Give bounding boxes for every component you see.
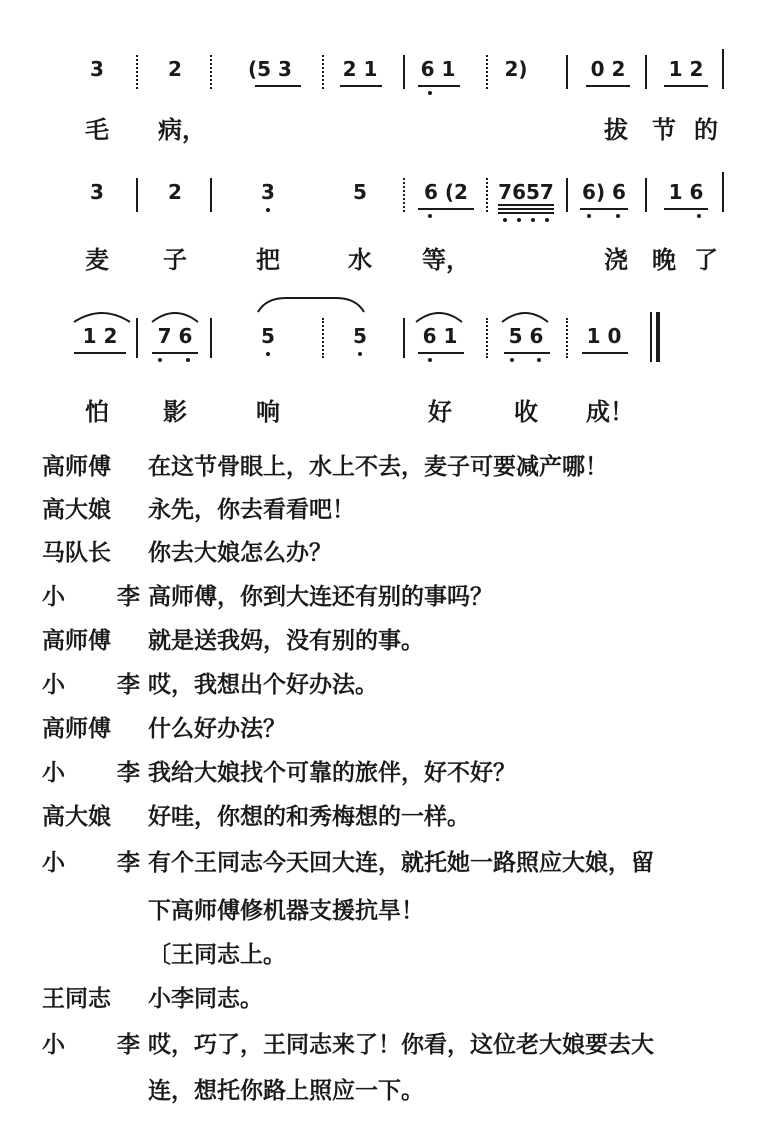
- speaker-name: 高大娘: [42, 496, 111, 523]
- lyric: 晚: [652, 245, 676, 274]
- lyric: 响: [256, 397, 280, 426]
- speaker-name: 小 李: [42, 759, 163, 786]
- low-dot: [428, 214, 432, 218]
- note: 5: [261, 324, 275, 348]
- line-text: 有个王同志今天回大连，就托她一路照应大娘，留: [148, 849, 654, 876]
- speaker-name: 高师傅: [42, 715, 111, 742]
- speaker-name: 高大娘: [42, 803, 111, 830]
- line-text: 就是送我妈，没有别的事。: [148, 627, 424, 654]
- score-row-1: [0, 55, 772, 95]
- beam: [418, 85, 460, 87]
- note: 3: [90, 180, 104, 204]
- note: 1 2: [82, 324, 118, 348]
- low-dot: [428, 358, 432, 362]
- note: 7657: [498, 180, 554, 204]
- beam: [74, 352, 126, 354]
- speaker-name: 小 李: [42, 583, 163, 610]
- barline: [136, 55, 138, 89]
- low-dot: [545, 218, 549, 222]
- low-dot: [158, 358, 162, 362]
- line-text: 我给大娘找个可靠的旅伴，好不好？: [148, 759, 516, 786]
- lyric-row-3: [0, 392, 772, 432]
- stage-direction-text: 〔王同志上。: [148, 941, 286, 968]
- beam: [498, 212, 554, 214]
- lyric: 影: [163, 397, 187, 426]
- barline: [210, 55, 212, 89]
- note: 5: [353, 324, 367, 348]
- barline: [403, 178, 405, 212]
- note: 1 2: [668, 57, 704, 81]
- lyric: 毛: [85, 115, 109, 144]
- barline: [322, 318, 324, 358]
- low-dot: [697, 214, 701, 218]
- lyric: 等，: [422, 245, 470, 274]
- lyric: 收: [514, 397, 538, 426]
- low-dot: [537, 358, 541, 362]
- slur: [72, 310, 132, 324]
- lyric: 水: [348, 245, 372, 274]
- speaker-name: 小 李: [42, 1031, 163, 1058]
- beam: [340, 85, 382, 87]
- barline: [136, 318, 138, 358]
- line-text: 高师傅，你到大连还有别的事吗？: [148, 583, 493, 610]
- barline: [566, 318, 568, 358]
- low-dot: [587, 214, 591, 218]
- barline: [210, 178, 212, 212]
- slur: [500, 310, 550, 324]
- speaker-name: 王同志: [42, 985, 111, 1012]
- lyric: 节: [652, 115, 676, 144]
- note: 1 0: [586, 324, 622, 348]
- barline: [722, 172, 724, 212]
- slur: [150, 310, 200, 324]
- low-dot: [531, 218, 535, 222]
- score-row-2: [0, 178, 772, 218]
- low-dot: [428, 91, 432, 95]
- barline: [322, 55, 324, 89]
- barline: [645, 178, 647, 212]
- low-dot: [266, 352, 270, 356]
- note: (5 3: [248, 57, 292, 81]
- beam: [580, 208, 628, 210]
- low-dot: [616, 214, 620, 218]
- beam: [255, 85, 301, 87]
- barline: [566, 55, 568, 89]
- lyric: 拔: [604, 115, 628, 144]
- line-text: 连，想托你路上照应一下。: [148, 1077, 424, 1104]
- line-text: 下高师傅修机器支援抗旱！: [148, 897, 424, 924]
- line-text: 什么好办法？: [148, 715, 286, 742]
- note: 5: [353, 180, 367, 204]
- slur: [256, 296, 366, 314]
- lyric: 病，: [158, 115, 206, 144]
- line-text: 好哇，你想的和秀梅想的一样。: [148, 803, 470, 830]
- score-row-3: [0, 322, 772, 362]
- barline: [403, 55, 405, 89]
- line-text: 永先，你去看看吧！: [148, 496, 355, 523]
- lyric: 怕: [85, 397, 109, 426]
- beam: [582, 352, 628, 354]
- barline: [566, 178, 568, 212]
- note: 1 6: [668, 180, 704, 204]
- lyric: 的: [694, 115, 718, 144]
- beam: [418, 352, 464, 354]
- note: 6) 6: [582, 180, 626, 204]
- barline: [403, 318, 405, 358]
- speaker-name: 高师傅: [42, 627, 111, 654]
- line-text: 小李同志。: [148, 985, 263, 1012]
- lyric: 子: [163, 245, 187, 274]
- low-dot: [186, 358, 190, 362]
- beam: [664, 208, 708, 210]
- low-dot: [517, 218, 521, 222]
- beam: [664, 85, 708, 87]
- line-text: 哎，我想出个好办法。: [148, 671, 378, 698]
- beam: [152, 352, 198, 354]
- note: 2): [504, 57, 528, 81]
- low-dot: [266, 208, 270, 212]
- lyric-row-2: [0, 240, 772, 280]
- beam: [418, 208, 474, 210]
- barline: [486, 318, 488, 358]
- low-dot: [510, 358, 514, 362]
- final-barline: [656, 312, 660, 362]
- note: 3: [90, 57, 104, 81]
- note: 7 6: [157, 324, 193, 348]
- note: 6 1: [420, 57, 456, 81]
- final-barline: [650, 312, 652, 362]
- line-text: 在这节骨眼上，水上不去，麦子可要减产哪！: [148, 453, 608, 480]
- line-text: 哎，巧了，王同志来了！你看，这位老大娘要去大: [148, 1031, 654, 1058]
- speaker-name: 高师傅: [42, 453, 111, 480]
- beam: [504, 352, 550, 354]
- note: 6 (2: [424, 180, 468, 204]
- beam: [498, 208, 554, 210]
- lyric-row-1: [0, 110, 772, 150]
- barline: [210, 318, 212, 358]
- lyric: 好: [428, 397, 452, 426]
- barline: [136, 178, 138, 212]
- low-dot: [358, 352, 362, 356]
- speaker-name: 马队长: [42, 539, 111, 566]
- note: 2: [168, 180, 182, 204]
- barline: [486, 178, 488, 212]
- note: 2: [168, 57, 182, 81]
- note: 3: [261, 180, 275, 204]
- note: 2 1: [342, 57, 378, 81]
- lyric: 成！: [586, 397, 634, 426]
- note: 0 2: [590, 57, 626, 81]
- lyric: 了: [694, 245, 718, 274]
- slur: [414, 310, 464, 324]
- speaker-name: 小 李: [42, 671, 163, 698]
- lyric: 麦: [85, 245, 109, 274]
- barline: [645, 55, 647, 89]
- lyric: 把: [256, 245, 280, 274]
- note: 5 6: [508, 324, 544, 348]
- speaker-name: 小 李: [42, 849, 163, 876]
- beam: [586, 85, 630, 87]
- barline: [722, 49, 724, 89]
- barline: [486, 55, 488, 89]
- low-dot: [503, 218, 507, 222]
- line-text: 你去大娘怎么办？: [148, 539, 332, 566]
- lyric: 浇: [604, 245, 628, 274]
- beam: [498, 204, 554, 206]
- note: 6 1: [422, 324, 458, 348]
